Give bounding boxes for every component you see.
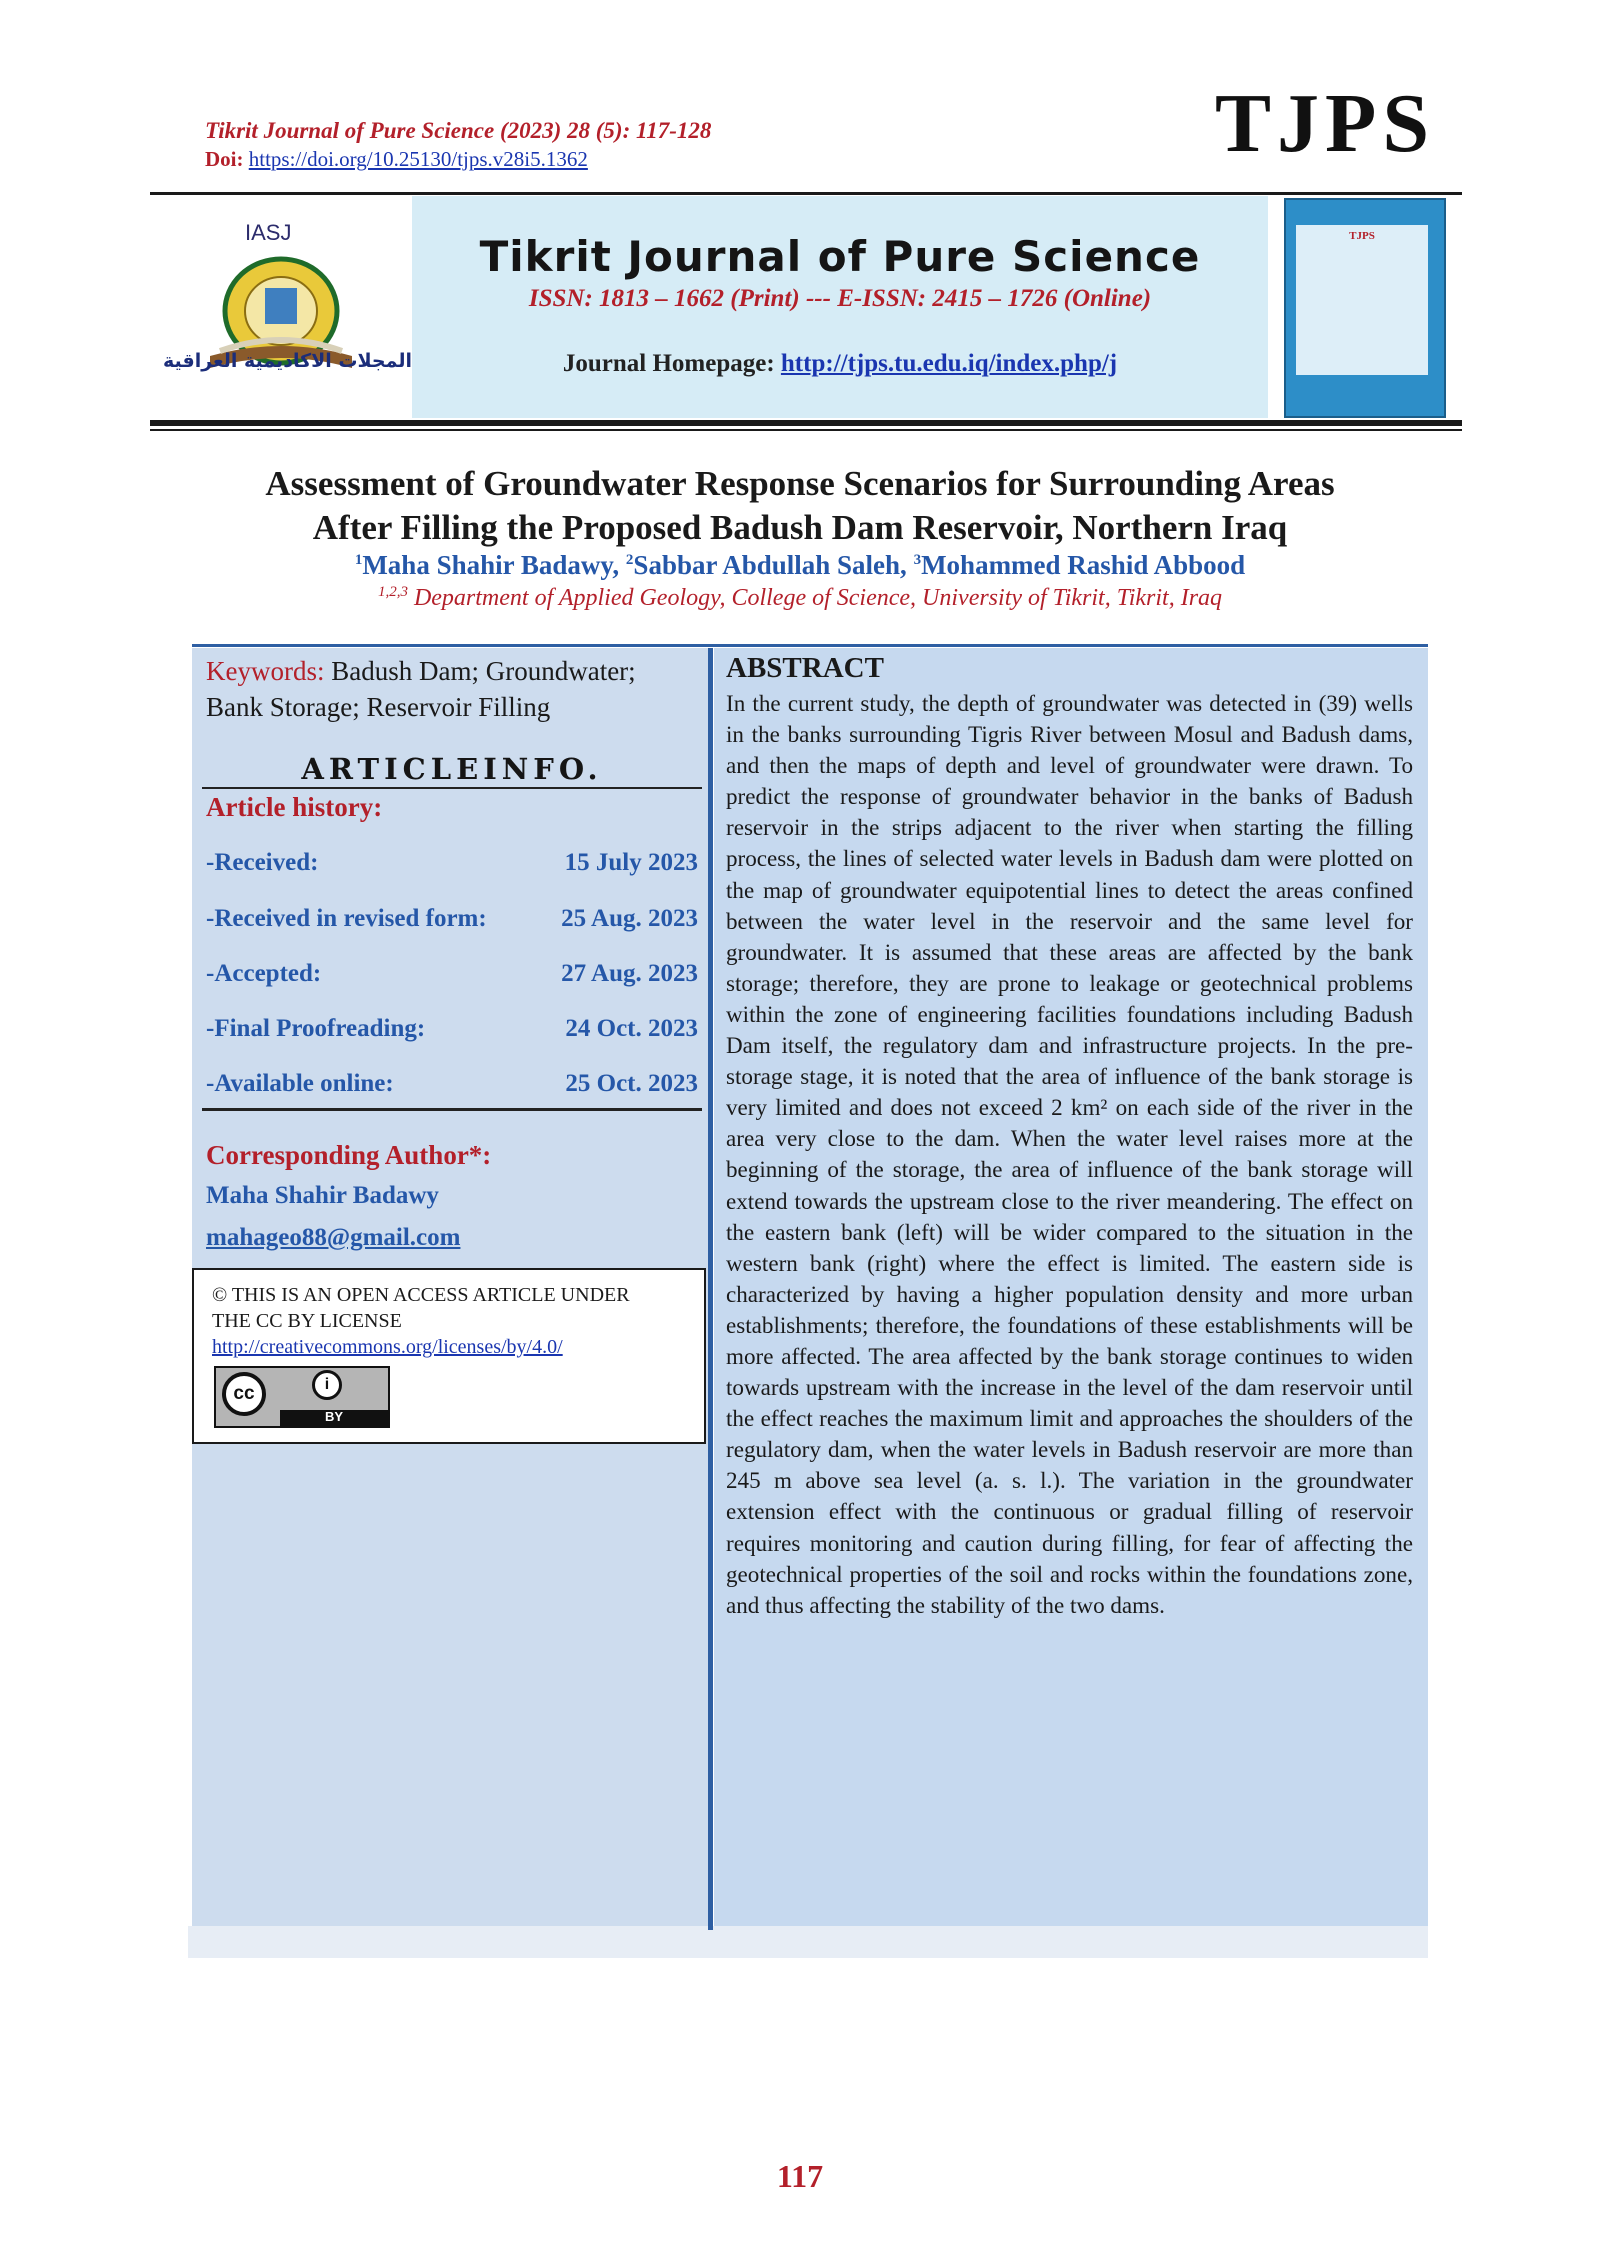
history-date: 25 Oct. 2023 xyxy=(565,1070,698,1097)
corresponding-author-label: Corresponding Author*: xyxy=(206,1140,492,1170)
homepage-link[interactable]: http://tjps.tu.edu.iq/index.php/j xyxy=(780,350,1118,377)
history-label: -Available online: xyxy=(206,1070,394,1097)
info-top-rule xyxy=(192,644,710,647)
article-info-rule xyxy=(202,787,702,789)
license-text-line1: © THIS IS AN OPEN ACCESS ARTICLE UNDER xyxy=(212,1284,630,1306)
by-label: BY xyxy=(324,1409,344,1424)
doi-line xyxy=(205,147,588,172)
affiliation-sup: 1,2,3 xyxy=(377,584,408,600)
article-title-line2: After Filling the Proposed Badush Dam Reservoir, Northern Iraq xyxy=(312,508,1288,547)
history-date: 25 Aug. 2023 xyxy=(561,905,698,932)
doi-label: Doi: xyxy=(205,147,244,171)
author-1-sup: 1 xyxy=(354,552,363,568)
abstract-top-rule xyxy=(710,644,1428,647)
article-history-label: Article history: xyxy=(206,792,383,822)
tjps-logo: TJPS xyxy=(1215,77,1436,170)
affiliation-text: Department of Applied Geology, College of Science, University of Tikrit, Tikrit, Iraq xyxy=(407,585,1223,611)
journal-cover-label: TJPS xyxy=(1349,230,1375,242)
author-2: Sabbar Abdullah Saleh, xyxy=(633,550,914,580)
column-divider xyxy=(708,648,713,1930)
corresponding-author-email[interactable]: mahageo88@gmail.com xyxy=(206,1224,461,1251)
banner-rule-thin xyxy=(150,429,1462,431)
author-1: Maha Shahir Badawy, xyxy=(362,550,626,580)
history-label: -Final Proofreading: xyxy=(206,1015,426,1042)
history-label: -Accepted: xyxy=(206,960,322,987)
keywords-label: Keywords: xyxy=(206,656,325,686)
license-link[interactable]: http://creativecommons.org/licenses/by/4.0/ xyxy=(212,1336,563,1358)
affiliation xyxy=(0,584,1600,612)
author-3-sup: 3 xyxy=(913,552,922,568)
article-info-heading: ARTICLEINFO. xyxy=(301,752,603,786)
history-date: 15 July 2023 xyxy=(564,849,698,876)
journal-cover-panel xyxy=(1296,225,1428,375)
banner-rule-thick xyxy=(150,420,1462,426)
attribution-icon: i xyxy=(312,1370,342,1400)
iasj-arabic-label: المجلات الاكاديمية العراقية xyxy=(163,350,412,372)
license-text-line2: THE CC BY LICENSE xyxy=(212,1310,402,1332)
journal-homepage xyxy=(412,350,1268,378)
journal-name: Tikrit Journal of Pure Science xyxy=(479,232,1201,281)
history-label: -Received in revised form: xyxy=(206,905,487,932)
keywords-line1 xyxy=(206,656,636,687)
author-list xyxy=(0,550,1600,581)
history-date: 24 Oct. 2023 xyxy=(565,1015,698,1042)
abstract-text: In the current study, the depth of groundwater was detected in (39) wells in the banks surrounding Tigris River between Mosul and Badush dams, and then the maps of depth and level of groundwater were drawn. To predict the response of groundwater behavior in the banks of Badush reservoir in the strips adjacent to the river when starting the filling process, the lines of selected water levels in Badush dam were plotted on the map of groundwater equipotential lines to detect the areas confined between the water level in the reservoir and the same level for groundwater. It is assumed that these areas are affected by the bank storage; therefore, they are prone to leakage or geotechnical problems within the zone of engineering facilities foundations including Badush Dam itself, the regulatory dam and infrastructure projects. In the pre-storage stage, it is noted that the area of influence of the bank storage is very limited and does not exceed 2 km² on each side of the river in the area very close to the dam. When the water level raises more at the beginning of the storage, the area of influence of the bank storage will extend towards the upstream close to the river meandering. The effect on the eastern bank (left) will be wider compared to the situation in the western bank (right) where the effect is limited. The eastern side is characterized by having a higher population density and more urban establishments; therefore, the foundations of these establishments will be more affected. The area affected by the bank storage continues to widen towards upstream with the increase in the level of the dam reservoir until the effect reaches the maximum limit and approaches the shoulders of the regulatory dam, when the water levels in Badush reservoir are more than 245 m above sea level (a. s. l.). The variation in the groundwater extension effect with the continuous or gradual filling of reservoir requires monitoring and caution during filling, for fear of affecting the geotechnical properties of the soil and rocks within the foundations zone, and thus affecting the stability of the two dams. xyxy=(726,690,1413,1618)
iasj-label: IASJ xyxy=(245,220,292,245)
article-title-line1: Assessment of Groundwater Response Scenarios for Surrounding Areas xyxy=(265,464,1335,503)
author-2-sup: 2 xyxy=(625,552,634,568)
abstract-heading: ABSTRACT xyxy=(726,652,884,684)
history-label: -Received: xyxy=(206,849,319,876)
corresponding-author-name: Maha Shahir Badawy xyxy=(206,1182,439,1209)
issn-line: ISSN: 1813 – 1662 (Print) --- E-ISSN: 2415 – 1726 (Online) xyxy=(528,285,1152,312)
header-rule xyxy=(150,192,1462,195)
panel-bottom-strip xyxy=(188,1926,1428,1958)
history-rule xyxy=(202,1108,702,1111)
cc-icon: cc xyxy=(222,1372,266,1416)
doi-link[interactable]: https://doi.org/10.25130/tjps.v28i5.1362 xyxy=(248,147,588,171)
author-3: Mohammed Rashid Abbood xyxy=(921,550,1246,580)
page-number: 117 xyxy=(776,2158,824,2194)
homepage-label: Journal Homepage: xyxy=(562,350,775,377)
keywords-text2: Bank Storage; Reservoir Filling xyxy=(206,692,551,722)
journal-citation: Tikrit Journal of Pure Science (2023) 28 (5): 117-128 xyxy=(205,118,712,143)
keywords-text1: Badush Dam; Groundwater; xyxy=(324,656,636,686)
history-date: 27 Aug. 2023 xyxy=(561,960,698,987)
